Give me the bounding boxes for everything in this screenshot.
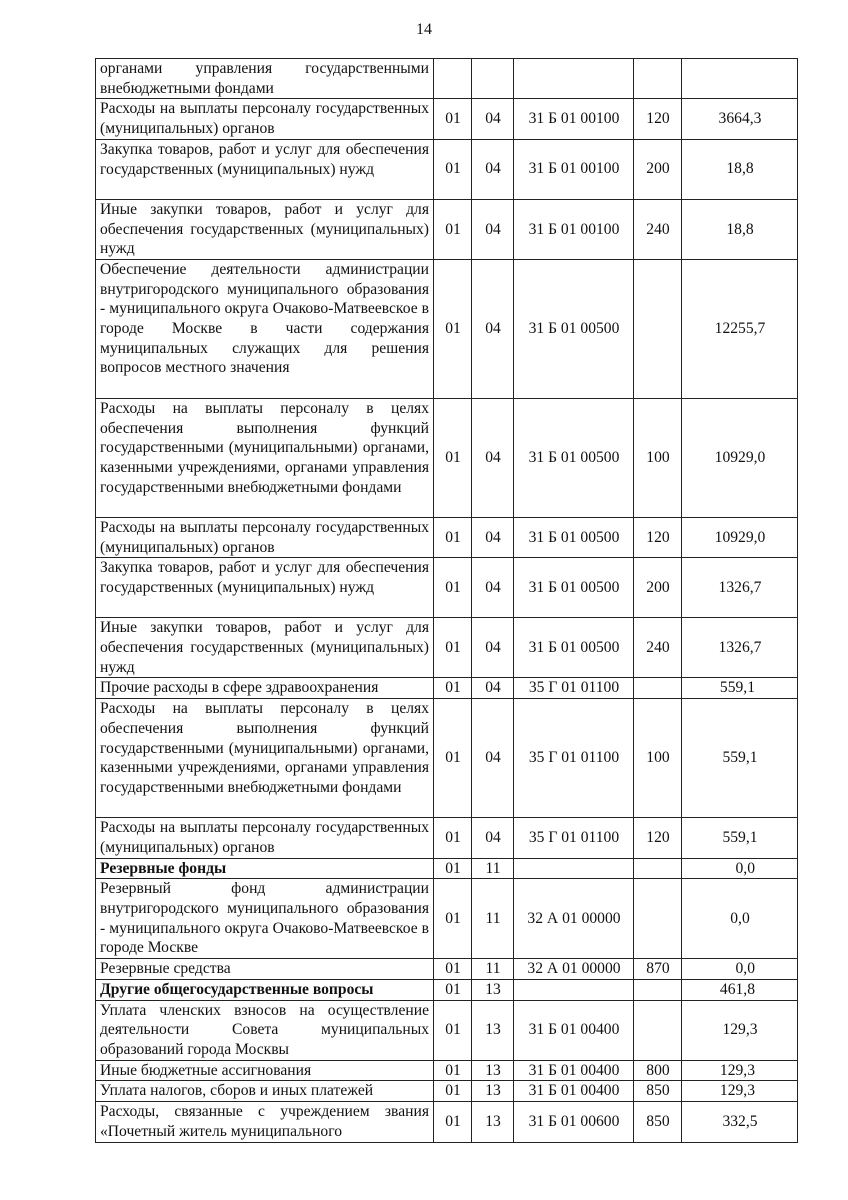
row-name-cell: Другие общегосударственные вопросы	[96, 979, 434, 1000]
row-amount-cell	[682, 59, 798, 99]
table-row	[96, 398, 798, 517]
row-subsection-cell: 04	[472, 199, 514, 259]
row-subsection-cell: 04	[472, 517, 514, 557]
row-name-cell: Расходы на выплаты персоналу государственных (муниципальных) органов	[96, 517, 434, 557]
row-name-cell: Иные закупки товаров, работ и услуг для обеспечения государственных (муниципальных) нужд	[96, 618, 434, 678]
row-target-article-cell: 31 Б 01 00100	[514, 199, 634, 259]
row-section-cell: 01	[434, 959, 472, 980]
row-target-article-cell: 31 Б 01 00100	[514, 99, 634, 139]
table-row	[96, 818, 798, 858]
row-expense-type-cell: 240	[634, 618, 682, 678]
row-name-cell: Резервные фонды	[96, 858, 434, 879]
row-subsection-cell: 04	[472, 398, 514, 517]
row-expense-type-cell	[634, 59, 682, 99]
row-target-article-cell: 31 Б 01 00500	[514, 517, 634, 557]
row-amount-cell: 3664,3	[682, 99, 798, 139]
row-expense-type-cell	[634, 259, 682, 398]
row-section-cell: 01	[434, 1081, 472, 1102]
page-number: 14	[416, 21, 432, 38]
row-section-cell: 01	[434, 979, 472, 1000]
row-expense-type-cell: 200	[634, 139, 682, 199]
row-name-cell: Расходы на выплаты персоналу государственных (муниципальных) органов	[96, 99, 434, 139]
row-expense-type-cell: 120	[634, 517, 682, 557]
row-name-cell: Закупка товаров, работ и услуг для обеспечения государственных (муниципальных) нужд	[96, 139, 434, 199]
row-amount-cell: 10929,0	[682, 517, 798, 557]
row-subsection-cell: 04	[472, 558, 514, 618]
row-section-cell: 01	[434, 517, 472, 557]
row-name-cell: органами управления государственными внебюджетными фондами	[96, 59, 434, 99]
row-target-article-cell: 35 Г 01 01100	[514, 818, 634, 858]
row-section-cell: 01	[434, 1000, 472, 1060]
row-expense-type-cell: 100	[634, 699, 682, 818]
row-section-cell: 01	[434, 879, 472, 959]
row-expense-type-cell	[634, 1000, 682, 1060]
row-subsection-cell: 11	[472, 879, 514, 959]
table-row	[96, 678, 798, 699]
row-target-article-cell: 31 Б 01 00500	[514, 558, 634, 618]
row-section-cell: 01	[434, 99, 472, 139]
row-name-cell: Резервный фонд администрации внутригородского муниципального образования - муниципального округа Очаково-Матвеевское в городе Москве	[96, 879, 434, 959]
row-name-cell: Иные закупки товаров, работ и услуг для обеспечения государственных (муниципальных) нужд	[96, 199, 434, 259]
row-target-article-cell: 35 Г 01 01100	[514, 678, 634, 699]
row-amount-cell: 1326,7	[682, 558, 798, 618]
row-target-article-cell: 32 А 01 00000	[514, 959, 634, 980]
row-amount-cell: 10929,0	[682, 398, 798, 517]
row-expense-type-cell	[634, 678, 682, 699]
row-name-cell: Уплата налогов, сборов и иных платежей	[96, 1081, 434, 1102]
table-row	[96, 618, 798, 678]
row-section-cell: 01	[434, 678, 472, 699]
row-section-cell: 01	[434, 858, 472, 879]
table-row	[96, 1000, 798, 1060]
row-expense-type-cell: 100	[634, 398, 682, 517]
table-row	[96, 59, 798, 99]
row-expense-type-cell: 120	[634, 99, 682, 139]
row-subsection-cell: 13	[472, 1060, 514, 1081]
row-name-cell: Обеспечение деятельности администрации внутригородского муниципального образования - муниципального округа Очаково-Матвеевское в городе Москве в части содержания муниципальных служащих для решения вопросов местного значения	[96, 259, 434, 398]
row-expense-type-cell: 800	[634, 1060, 682, 1081]
row-section-cell: 01	[434, 699, 472, 818]
table-row	[96, 879, 798, 959]
table-row	[96, 259, 798, 398]
table-row	[96, 1081, 798, 1102]
table-row	[96, 517, 798, 557]
row-section-cell: 01	[434, 259, 472, 398]
row-amount-cell: 129,3	[682, 1000, 798, 1060]
row-amount-cell: 18,8	[682, 139, 798, 199]
row-section-cell: 01	[434, 199, 472, 259]
row-amount-cell: 12255,7	[682, 259, 798, 398]
row-name-cell: Уплата членских взносов на осуществление деятельности Совета муниципальных образований города Москвы	[96, 1000, 434, 1060]
row-subsection-cell: 04	[472, 618, 514, 678]
table-row	[96, 558, 798, 618]
row-section-cell: 01	[434, 398, 472, 517]
row-name-cell: Расходы, связанные с учреждением звания «Почетный житель муниципального	[96, 1102, 434, 1142]
row-expense-type-cell: 240	[634, 199, 682, 259]
row-subsection-cell: 04	[472, 259, 514, 398]
row-expense-type-cell: 850	[634, 1102, 682, 1142]
row-expense-type-cell	[634, 858, 682, 879]
row-target-article-cell	[514, 59, 634, 99]
row-name-cell: Расходы на выплаты персоналу в целях обеспечения выполнения функций государственными (муниципальными) органами, казенными учреждениями, органами управления государственными внебюджетными фондами	[96, 398, 434, 517]
row-expense-type-cell: 850	[634, 1081, 682, 1102]
row-amount-cell: 461,8	[682, 979, 798, 1000]
row-target-article-cell: 31 Б 01 00400	[514, 1081, 634, 1102]
row-section-cell: 01	[434, 558, 472, 618]
row-target-article-cell: 32 А 01 00000	[514, 879, 634, 959]
budget-table	[95, 58, 798, 1143]
row-section-cell	[434, 59, 472, 99]
row-subsection-cell: 04	[472, 99, 514, 139]
table-row	[96, 199, 798, 259]
row-amount-cell: 129,3	[682, 1060, 798, 1081]
row-amount-cell: 18,8	[682, 199, 798, 259]
row-subsection-cell: 13	[472, 979, 514, 1000]
row-subsection-cell: 13	[472, 1081, 514, 1102]
table-row	[96, 99, 798, 139]
row-name-cell: Расходы на выплаты персоналу в целях обеспечения выполнения функций государственными (муниципальными) органами, казенными учреждениями, органами управления государственными внебюджетными фондами	[96, 699, 434, 818]
row-expense-type-cell	[634, 979, 682, 1000]
row-name-cell: Резервные средства	[96, 959, 434, 980]
row-section-cell: 01	[434, 139, 472, 199]
row-subsection-cell: 04	[472, 678, 514, 699]
row-section-cell: 01	[434, 1060, 472, 1081]
row-name-cell: Иные бюджетные ассигнования	[96, 1060, 434, 1081]
row-amount-cell: 332,5	[682, 1102, 798, 1142]
row-amount-cell: 0,0	[682, 959, 798, 980]
row-subsection-cell: 11	[472, 959, 514, 980]
row-target-article-cell	[514, 979, 634, 1000]
row-expense-type-cell: 870	[634, 959, 682, 980]
row-amount-cell: 559,1	[682, 678, 798, 699]
row-target-article-cell: 31 Б 01 00500	[514, 618, 634, 678]
row-target-article-cell: 31 Б 01 00600	[514, 1102, 634, 1142]
row-subsection-cell: 13	[472, 1000, 514, 1060]
row-target-article-cell: 31 Б 01 00500	[514, 259, 634, 398]
row-subsection-cell: 04	[472, 699, 514, 818]
row-amount-cell: 559,1	[682, 699, 798, 818]
row-expense-type-cell	[634, 879, 682, 959]
row-amount-cell: 0,0	[682, 858, 798, 879]
row-target-article-cell: 35 Г 01 01100	[514, 699, 634, 818]
row-amount-cell: 0,0	[682, 879, 798, 959]
table-row	[96, 1060, 798, 1081]
row-amount-cell: 129,3	[682, 1081, 798, 1102]
table-row	[96, 959, 798, 980]
row-target-article-cell: 31 Б 01 00100	[514, 139, 634, 199]
row-target-article-cell: 31 Б 01 00400	[514, 1000, 634, 1060]
row-section-cell: 01	[434, 618, 472, 678]
table-row	[96, 139, 798, 199]
row-subsection-cell: 13	[472, 1102, 514, 1142]
row-expense-type-cell: 200	[634, 558, 682, 618]
row-expense-type-cell: 120	[634, 818, 682, 858]
table-row	[96, 979, 798, 1000]
row-target-article-cell: 31 Б 01 00500	[514, 398, 634, 517]
row-name-cell: Закупка товаров, работ и услуг для обеспечения государственных (муниципальных) нужд	[96, 558, 434, 618]
row-amount-cell: 1326,7	[682, 618, 798, 678]
table-row	[96, 1102, 798, 1142]
row-name-cell: Расходы на выплаты персоналу государственных (муниципальных) органов	[96, 818, 434, 858]
row-subsection-cell: 04	[472, 818, 514, 858]
row-section-cell: 01	[434, 1102, 472, 1142]
row-target-article-cell	[514, 858, 634, 879]
row-section-cell: 01	[434, 818, 472, 858]
row-subsection-cell	[472, 59, 514, 99]
row-subsection-cell: 04	[472, 139, 514, 199]
table-row	[96, 699, 798, 818]
row-amount-cell: 559,1	[682, 818, 798, 858]
row-target-article-cell: 31 Б 01 00400	[514, 1060, 634, 1081]
row-name-cell: Прочие расходы в сфере здравоохранения	[96, 678, 434, 699]
table-row	[96, 858, 798, 879]
row-subsection-cell: 11	[472, 858, 514, 879]
